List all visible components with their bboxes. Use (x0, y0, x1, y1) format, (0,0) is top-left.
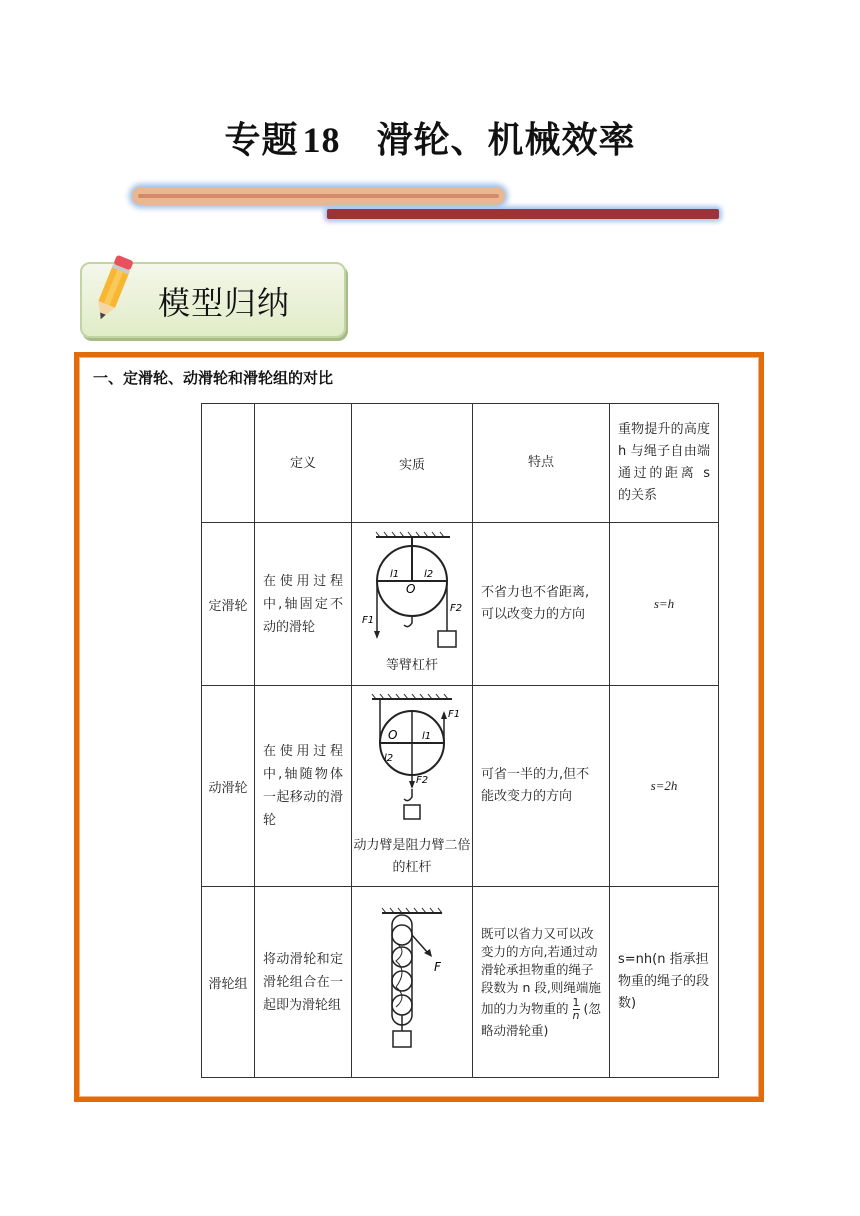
title-prefix: 专题 (224, 119, 299, 161)
feature-text-a: 既可以省力又可以改变力的方向,若通过动滑轮承担物重的绳子段数为 n 段,则绳端施加的力为物重的 (481, 925, 601, 1016)
label-l1: l1 (422, 731, 432, 742)
frac-numerator: 1 (572, 995, 580, 1009)
row-feature: 可省一半的力,但不能改变力的方向 (473, 686, 610, 887)
title-number: 18 (302, 120, 341, 160)
label-l2: l2 (424, 569, 434, 580)
row-essence (352, 887, 473, 1078)
essence-caption: 动力臂是阻力臂二倍的杠杆 (353, 838, 471, 875)
row-relation: s=nh(n 指承担物重的绳子的段数) (610, 887, 719, 1078)
row-essence (352, 523, 473, 686)
row-definition: 将动滑轮和定滑轮组合在一起即为滑轮组 (255, 887, 352, 1078)
label-l2: l2 (384, 753, 394, 764)
label-f2: F2 (450, 603, 462, 614)
section-heading: 一、定滑轮、动滑轮和滑轮组的对比 (93, 369, 334, 387)
table-row (202, 523, 719, 686)
header-cell: 特点 (473, 404, 610, 523)
row-relation: s=2h (610, 686, 719, 887)
table-header-row (202, 404, 719, 523)
label-o: O (388, 728, 398, 742)
table-row (202, 887, 719, 1078)
pulley-block-diagram (362, 907, 462, 1057)
header-cell: 重物提升的高度 h 与绳子自由端通过的距离 s 的关系 (610, 404, 719, 523)
header-cell (202, 404, 255, 523)
label-f1: F1 (362, 615, 375, 626)
content-frame (74, 352, 764, 1102)
label-o: O (406, 582, 416, 596)
page-title (0, 112, 860, 163)
row-definition: 在使用过程中,轴固定不动的滑轮 (255, 523, 352, 686)
label-l1: l1 (390, 569, 400, 580)
header-cell: 定义 (255, 404, 352, 523)
fraction-one-over-n (573, 997, 580, 1022)
row-name: 动滑轮 (202, 686, 255, 887)
row-name: 滑轮组 (202, 887, 255, 1078)
essence-caption: 等臂杠杆 (385, 658, 438, 673)
comparison-table (201, 403, 719, 1078)
label-f1: F1 (448, 709, 461, 720)
decorative-bar-upper (132, 187, 505, 205)
pencil-icon (84, 250, 144, 328)
decorative-bar-lower (327, 209, 719, 219)
badge-label: 模型归纳 (158, 284, 291, 322)
row-definition: 在使用过程中,轴随物体一起移动的滑轮 (255, 686, 352, 887)
row-feature (473, 887, 610, 1078)
movable-pulley-diagram (362, 693, 462, 833)
row-feature: 不省力也不省距离,可以改变力的方向 (473, 523, 610, 686)
row-relation: s=h (610, 523, 719, 686)
label-f: F (434, 960, 441, 974)
label-f2: F2 (416, 775, 429, 786)
table-row (202, 686, 719, 887)
row-name: 定滑轮 (202, 523, 255, 686)
frac-denominator: n (572, 1008, 580, 1022)
row-essence (352, 686, 473, 887)
title-text: 滑轮、机械效率 (376, 119, 636, 161)
feature-text-b: (忽略动滑轮重) (481, 1000, 601, 1038)
header-cell: 实质 (352, 404, 473, 523)
fixed-pulley-diagram (362, 531, 462, 653)
